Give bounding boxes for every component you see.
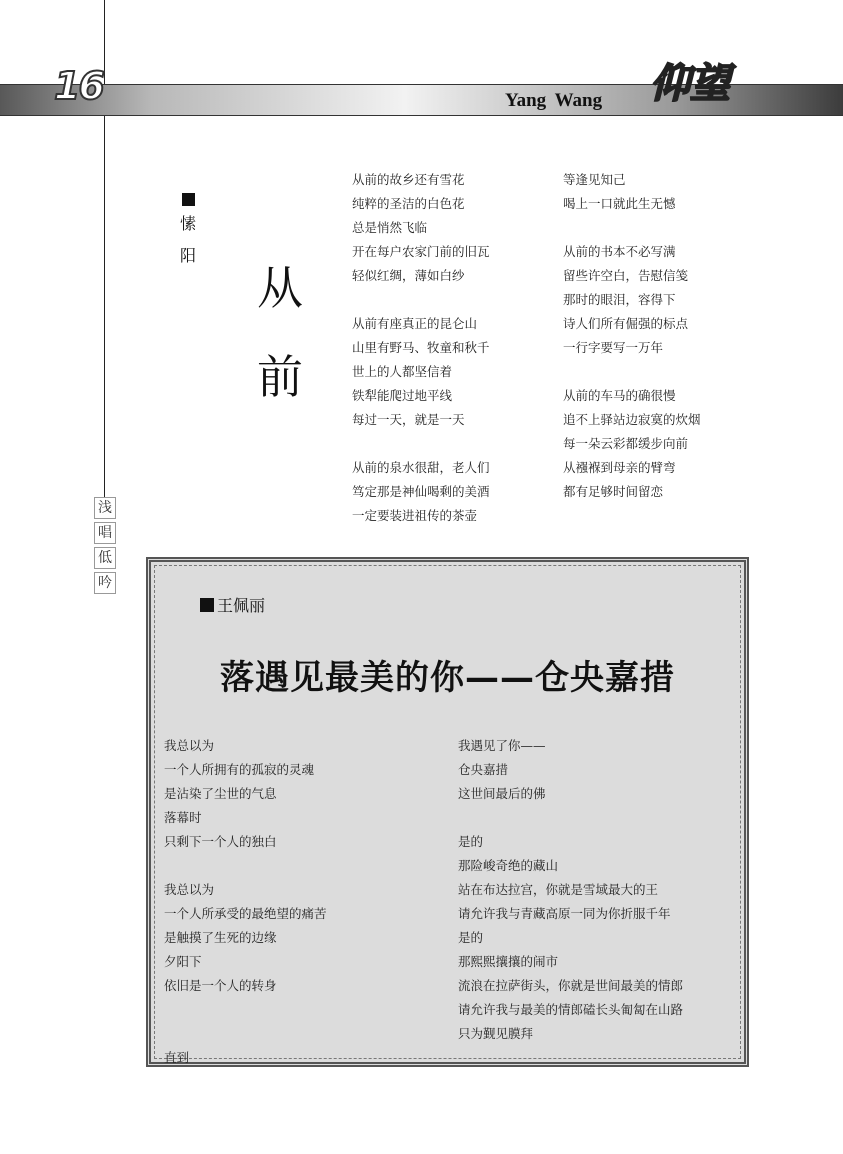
side-tab-char: 浅 bbox=[94, 497, 116, 519]
section-title: 仰望 bbox=[650, 61, 730, 107]
poem1-title bbox=[257, 261, 307, 443]
side-tab-char: 唱 bbox=[94, 522, 116, 544]
poem1-author-char: 愫 bbox=[180, 214, 197, 233]
side-tab bbox=[94, 497, 116, 597]
margin-rule bbox=[104, 0, 105, 497]
side-tab-char: 低 bbox=[94, 547, 116, 569]
side-tab-char: 吟 bbox=[94, 572, 116, 594]
poem2-title: 落遇见最美的你——仓央嘉措 bbox=[220, 658, 675, 698]
poem2-author-name: 王佩丽 bbox=[217, 596, 266, 615]
poem2-column-left: 我总以为 一个人所拥有的孤寂的灵魂 是沾染了尘世的气息 落幕时 只剩下一个人的独白 我总以为 一个人所承受的最绝望的痛苦 是触摸了生死的边缘 夕阳下 依旧是一个人的转身 直到 bbox=[164, 738, 327, 1065]
section-subtitle: Yang Wang bbox=[505, 90, 603, 111]
poem1-title-char: 从 bbox=[257, 261, 303, 315]
author-marker bbox=[182, 193, 195, 206]
poem1-author-char: 阳 bbox=[180, 246, 197, 265]
poem1-column-left: 从前的故乡还有雪花 纯粹的圣洁的白色花 总是悄然飞临 开在每户农家门前的旧瓦 轻似红绸，薄如白纱 从前有座真正的昆仑山 山里有野马、牧童和秋千 世上的人都坚信着 铁犁能爬过地平线 每过一天，就是一天 从前的泉水很甜，老人们 笃定那是神仙喝剩的美酒 一定要装进祖传的茶壶 bbox=[352, 172, 490, 523]
author-marker bbox=[200, 598, 214, 612]
poem2-column-right: 我遇见了你—— 仓央嘉措 这世间最后的佛 是的 那险峻奇绝的藏山 站在布达拉宫，你就是雪域最大的王 请允许我与青藏高原一同为你折服千年 是的 那熙熙攘攘的闹市 流浪在拉萨街头，你就是世间最美的情郎 请允许我与最美的情郎磕长头匍匐在山路 只为觐见膜拜 bbox=[458, 738, 684, 1041]
poem1-column-right: 等逢见知己 喝上一口就此生无憾 从前的书本不必写满 留些许空白，告慰信笺 那时的眼泪，容得下 诗人们所有倔强的标点 一行字要写一万年 从前的车马的确很慢 追不上驿站边寂寞的炊烟 每一朵云彩都缓步向前 从襁褓到母亲的臂弯 都有足够时间留恋 bbox=[563, 172, 701, 499]
poem2-author bbox=[200, 593, 265, 616]
page-number: 16 bbox=[54, 64, 103, 108]
poem1-title-char: 前 bbox=[257, 350, 303, 404]
poem1-author bbox=[180, 193, 200, 276]
